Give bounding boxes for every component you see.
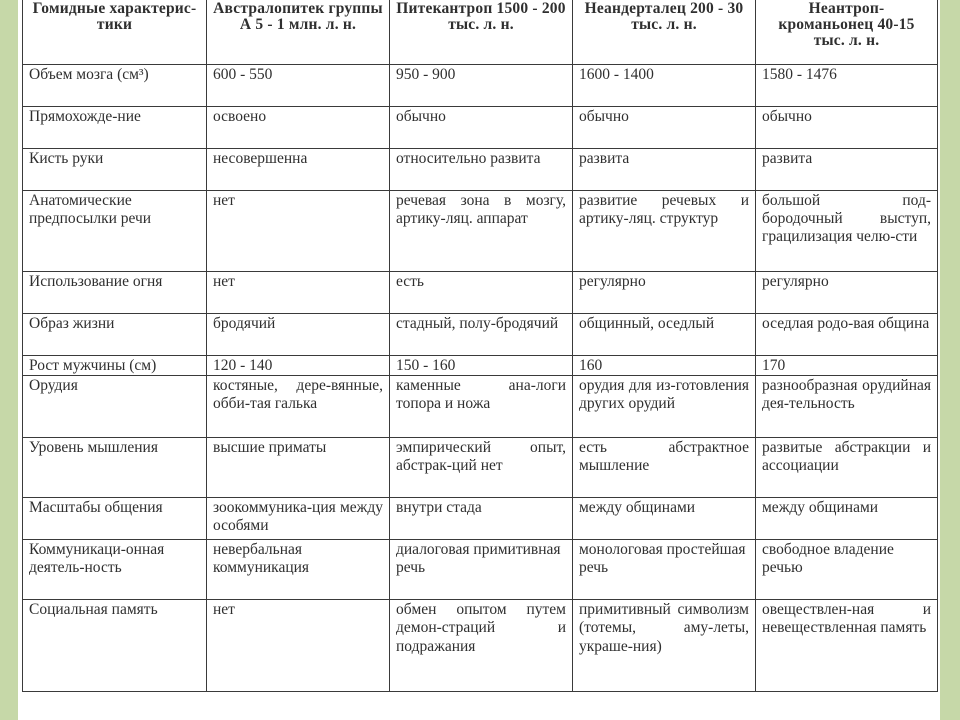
header-australopithecus: Австралопитек группы А 5 - 1 млн. л. н. [207,0,390,65]
table-cell: 170 [756,356,938,376]
table-cell: свободное владение речью [756,540,938,600]
table-cell: обычно [756,107,938,149]
table-row [23,65,938,107]
table-cell: регулярно [756,272,938,314]
table-cell: 160 [573,356,756,376]
table-cell: развитие речевых и артику-ляц. структур [573,191,756,272]
table-row [23,540,938,600]
table-row [23,600,938,692]
table-cell: обычно [390,107,573,149]
table-cell: 120 - 140 [207,356,390,376]
table-row [23,107,938,149]
table-cell: есть [390,272,573,314]
table-cell: развита [756,149,938,191]
table-row [23,376,938,438]
table-cell: внутри стада [390,498,573,540]
row-label: Объем мозга (см³) [23,65,207,107]
table-row [23,149,938,191]
table-cell: регулярно [573,272,756,314]
row-label: Кисть руки [23,149,207,191]
table-cell: освоено [207,107,390,149]
table-cell: развитые абстракции и ассоциации [756,438,938,498]
table-row [23,438,938,498]
table-cell: нет [207,191,390,272]
table-row [23,356,938,376]
row-label: Образ жизни [23,314,207,356]
table-row [23,314,938,356]
header-pithecanthropus: Питекантроп 1500 - 200 тыс. л. н. [390,0,573,65]
table-cell: 600 - 550 [207,65,390,107]
table-cell: есть абстрактное мышление [573,438,756,498]
table-cell: диалоговая примитивная речь [390,540,573,600]
table-cell: стадный, полу-бродячий [390,314,573,356]
table-row [23,498,938,540]
table-cell: несовершенна [207,149,390,191]
table-cell: между общинами [573,498,756,540]
header-neanderthal: Неандерталец 200 - 30 тыс. л. н. [573,0,756,65]
row-label: Социальная память [23,600,207,692]
table-row [23,272,938,314]
table-cell: большой под-бородочный выступ, грацилизация челю-сти [756,191,938,272]
row-label: Анатомические предпосылки речи [23,191,207,272]
table-cell: 150 - 160 [390,356,573,376]
table-cell: 950 - 900 [390,65,573,107]
table-cell: 1600 - 1400 [573,65,756,107]
row-label: Рост мужчины (см) [23,356,207,376]
row-label: Коммуникаци-онная деятель-ность [23,540,207,600]
table-cell: нет [207,272,390,314]
table-row [23,191,938,272]
table-cell: примитивный символизм (тотемы, аму-леты, украше-ния) [573,600,756,692]
table-cell: орудия для из-готовления других орудий [573,376,756,438]
table-cell: каменные ана-логи топора и ножа [390,376,573,438]
table-cell: обычно [573,107,756,149]
row-label: Прямохожде-ние [23,107,207,149]
table-cell: высшие приматы [207,438,390,498]
table-cell: нет [207,600,390,692]
table-header-row [23,0,938,65]
table-cell: разнообразная орудийная дея-тельность [756,376,938,438]
table-cell: оседлая родо-вая община [756,314,938,356]
slide-frame [18,0,940,720]
header-characteristics: Гомидные характерис-тики [23,0,207,65]
row-label: Использование огня [23,272,207,314]
table-cell: 1580 - 1476 [756,65,938,107]
table-cell: костяные, дере-вянные, обби-тая галька [207,376,390,438]
table-cell: зоокоммуника-ция между особями [207,498,390,540]
table-cell: овеществлен-ная и невеществленная память [756,600,938,692]
table-cell: общинный, оседлый [573,314,756,356]
row-label: Орудия [23,376,207,438]
header-cro-magnon: Неантроп-кроманьонец 40-15 тыс. л. н. [756,0,938,65]
table-cell: относительно развита [390,149,573,191]
table-cell: монологовая простейшая речь [573,540,756,600]
row-label: Уровень мышления [23,438,207,498]
table-cell: обмен опытом путем демон-страций и подражания [390,600,573,692]
table-cell: эмпирический опыт, абстрак-ций нет [390,438,573,498]
table-cell: между общинами [756,498,938,540]
hominid-comparison-table [22,0,938,692]
table-cell: невербальная коммуникация [207,540,390,600]
row-label: Масштабы общения [23,498,207,540]
table-cell: речевая зона в мозгу, артику-ляц. аппарат [390,191,573,272]
table-cell: развита [573,149,756,191]
table-cell: бродячий [207,314,390,356]
